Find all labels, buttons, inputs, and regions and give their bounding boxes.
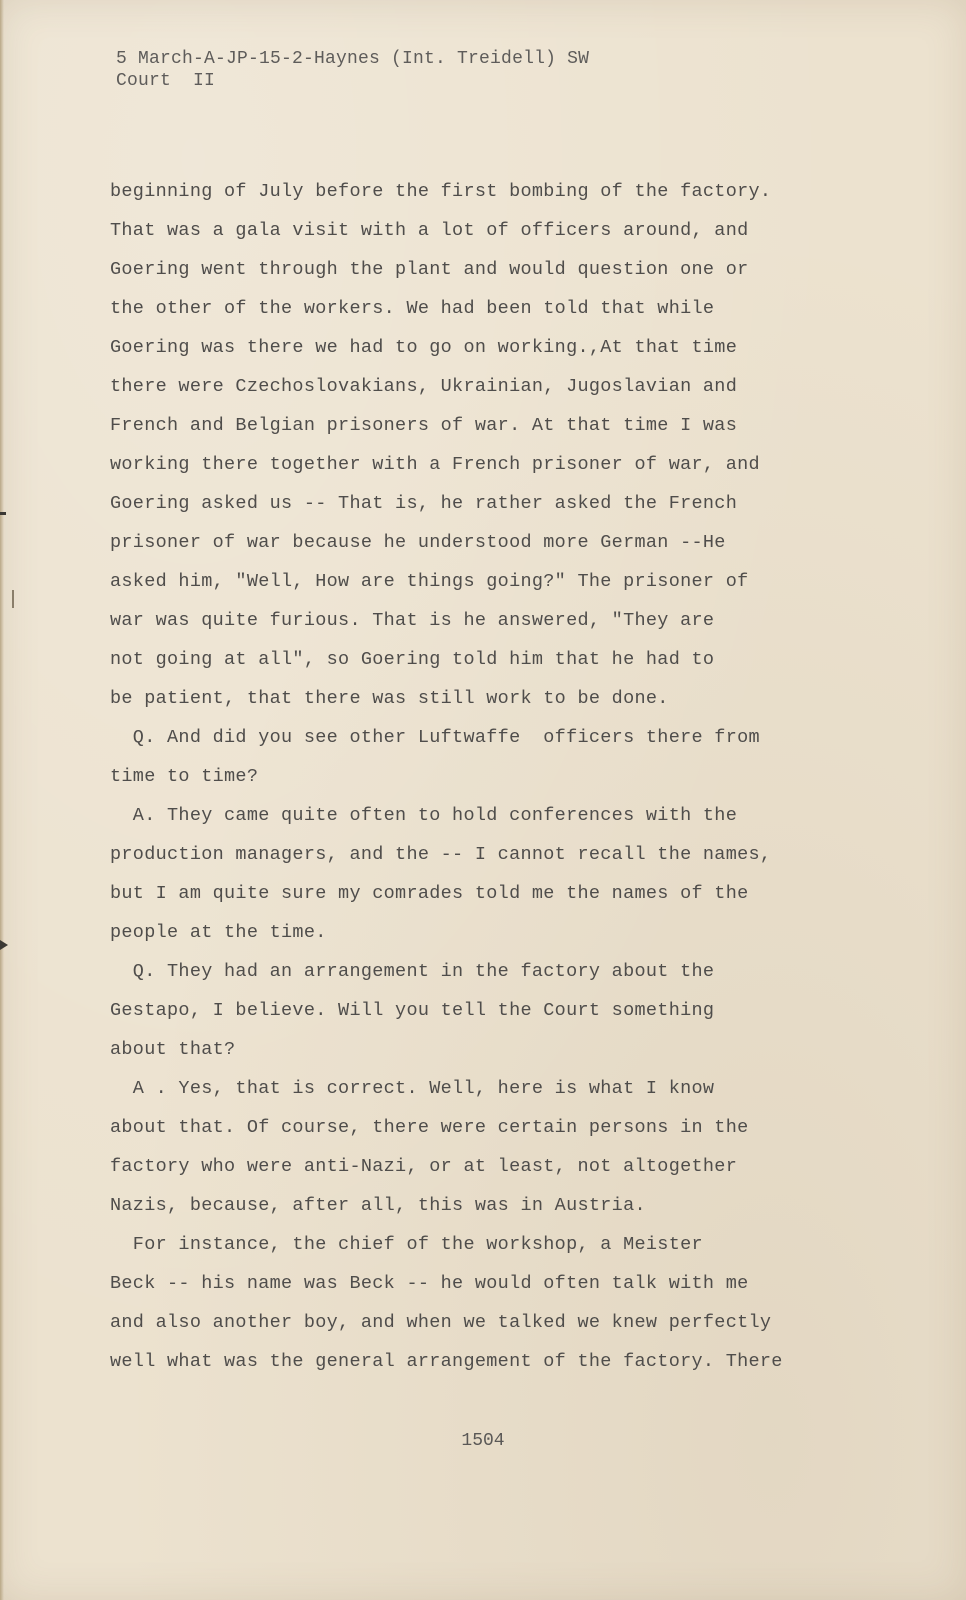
text-line: the other of the workers. We had been told that while — [110, 298, 715, 319]
text-line: For instance, the chief of the workshop, a Meister — [110, 1234, 703, 1255]
text-line: well what was the general arrangement of the factory. There — [110, 1351, 783, 1372]
header-line-2: Court II — [116, 71, 216, 91]
text-line: production managers, and the -- I cannot recall the names, — [110, 844, 772, 865]
text-line: people at the time. — [110, 922, 327, 943]
text-line: war was quite furious. That is he answered, "They are — [110, 610, 715, 631]
text-line: Beck -- his name was Beck -- he would often talk with me — [110, 1273, 749, 1294]
text-line: A . Yes, that is correct. Well, here is what I know — [110, 1078, 715, 1099]
text-line: not going at all", so Goering told him that he had to — [110, 649, 715, 670]
margin-mark — [12, 590, 14, 608]
text-line: factory who were anti-Nazi, or at least, not altogether — [110, 1156, 738, 1177]
page-number: 1504 — [461, 1431, 505, 1451]
transcript-body — [110, 172, 830, 1381]
text-line: time to time? — [110, 766, 259, 787]
header-line-1: 5 March-A-JP-15-2-Haynes (Int. Treidell) SW — [116, 49, 590, 69]
text-line: about that. Of course, there were certain persons in the — [110, 1117, 749, 1138]
text-line: Q. They had an arrangement in the factory about the — [110, 961, 715, 982]
text-line: Goering asked us -- That is, he rather asked the French — [110, 493, 738, 514]
text-line: Nazis, because, after all, this was in Austria. — [110, 1195, 646, 1216]
margin-mark — [0, 512, 6, 515]
text-line: French and Belgian prisoners of war. At that time I was — [110, 415, 738, 436]
document-header — [116, 48, 589, 92]
text-line: there were Czechoslovakians, Ukrainian, Jugoslavian and — [110, 376, 738, 397]
text-line: but I am quite sure my comrades told me the names of the — [110, 883, 749, 904]
text-line: beginning of July before the first bombing of the factory. — [110, 181, 772, 202]
text-line: Q. And did you see other Luftwaffe officers there from — [110, 727, 760, 748]
text-line: working there together with a French prisoner of war, and — [110, 454, 760, 475]
text-line: and also another boy, and when we talked we knew perfectly — [110, 1312, 772, 1333]
text-line: prisoner of war because he understood more German --He — [110, 532, 726, 553]
margin-mark — [0, 940, 8, 950]
text-line: be patient, that there was still work to be done. — [110, 688, 669, 709]
text-line: That was a gala visit with a lot of officers around, and — [110, 220, 749, 241]
text-line: Goering was there we had to go on working.,At that time — [110, 337, 738, 358]
page-left-edge — [0, 0, 4, 1600]
text-line: about that? — [110, 1039, 236, 1060]
text-line: Gestapo, I believe. Will you tell the Court something — [110, 1000, 715, 1021]
text-line: A. They came quite often to hold conferences with the — [110, 805, 738, 826]
text-line: asked him, "Well, How are things going?" The prisoner of — [110, 571, 749, 592]
text-line: Goering went through the plant and would question one or — [110, 259, 749, 280]
